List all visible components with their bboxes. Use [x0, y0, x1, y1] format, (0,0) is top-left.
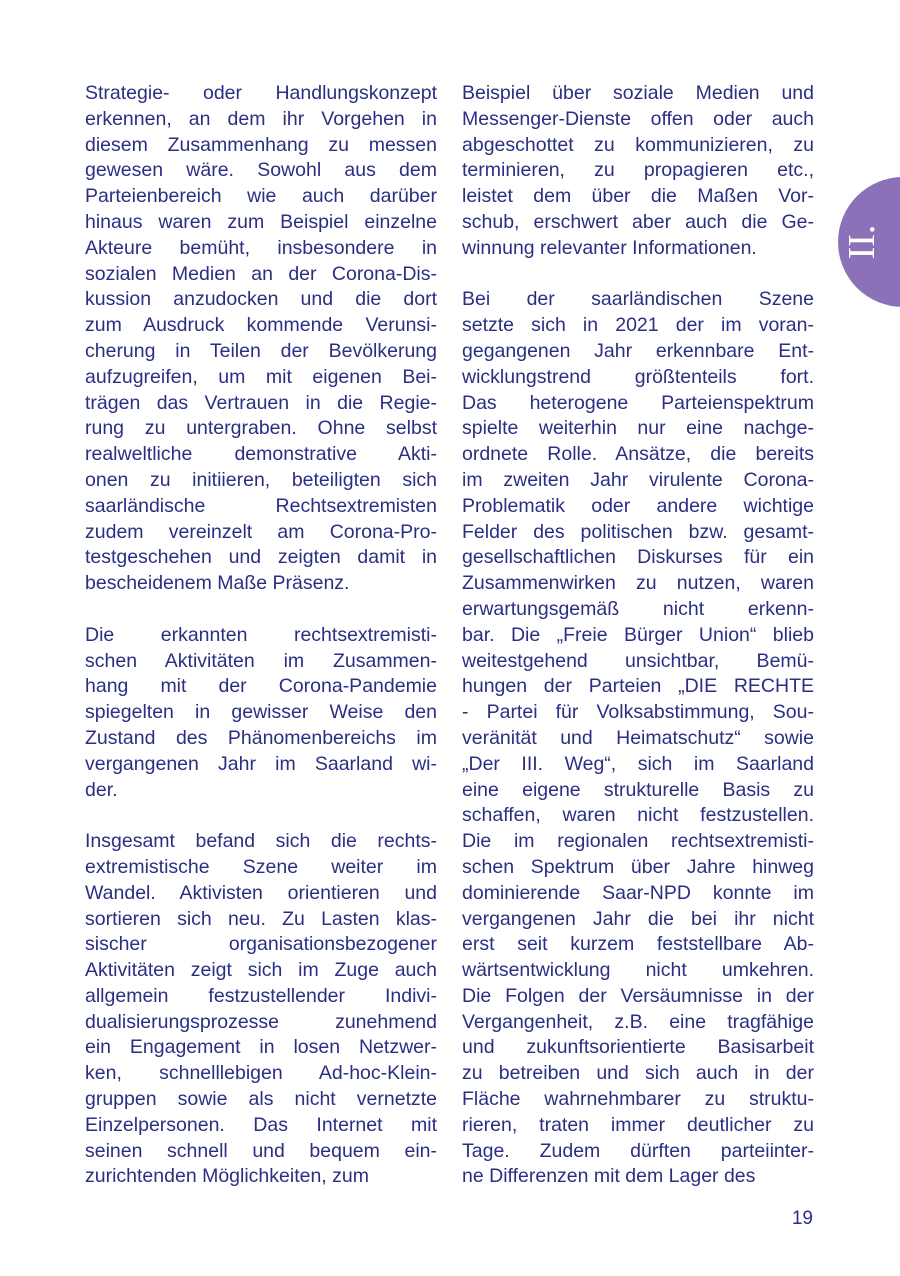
text-line: dualisierungsprozesse zunehmend	[85, 1010, 437, 1033]
text-line: der.	[85, 778, 118, 801]
text-line: erkennen, an dem ihr Vorgehen in	[85, 107, 437, 130]
text-line: seinen schnell und bequem ein-	[85, 1139, 437, 1162]
text-line: Messenger-Dienste offen oder auch	[462, 107, 814, 130]
text-line: Zusammenwirken zu nutzen, waren	[462, 572, 814, 595]
text-line: Fläche wahrnehmbarer zu struktu-	[462, 1088, 814, 1111]
text-line: Felder des politischen bzw. gesamt-	[462, 520, 814, 543]
text-line: Einzelpersonen. Das Internet mit	[85, 1113, 437, 1136]
text-line: gegangenen Jahr erkennbare Ent-	[462, 339, 814, 362]
text-line: veränität und Heimatschutz“ sowie	[462, 726, 814, 749]
text-line: bescheidenem Maße Präsenz.	[85, 572, 350, 595]
text-line: cherung in Teilen der Bevölkerung	[85, 339, 437, 362]
text-line: wicklungstrend größtenteils fort.	[462, 365, 814, 388]
text-line: Das heterogene Parteienspektrum	[462, 391, 814, 414]
text-line: onen zu initiieren, beteiligten sich	[85, 468, 437, 491]
text-line: trägen das Vertrauen in die Regie-	[85, 391, 437, 414]
text-line: diesem Zusammenhang zu messen	[85, 133, 437, 156]
text-line: Tage. Zudem dürften parteiinter-	[462, 1139, 814, 1162]
paragraph	[85, 829, 437, 1190]
text-line: zum Ausdruck kommende Verunsi-	[85, 314, 437, 337]
text-line: erst seit kurzem feststellbare Ab-	[462, 933, 814, 956]
text-line: eine eigene strukturelle Basis zu	[462, 778, 814, 801]
text-line: Die Folgen der Versäumnisse in der	[462, 984, 814, 1007]
text-line: spiegelten in gewisser Weise den	[85, 701, 437, 724]
text-line: und zukunftsorientierte Basisarbeit	[462, 1036, 814, 1059]
text-line: erwartungsgemäß nicht erkenn-	[462, 597, 814, 620]
text-line: wärtsentwicklung nicht umkehren.	[462, 959, 814, 982]
text-line: saarländische Rechtsextremisten	[85, 494, 437, 517]
text-line: vergangenen Jahr im Saarland wi-	[85, 752, 437, 775]
text-line: schen Aktivitäten im Zusammen-	[85, 649, 437, 672]
text-line: rung zu untergraben. Ohne selbst	[85, 417, 437, 440]
text-line: ken, schnelllebigen Ad-hoc-Klein-	[85, 1062, 437, 1085]
text-line: schen Spektrum über Jahre hinweg	[462, 855, 814, 878]
text-line: Vergangenheit, z.B. eine tragfähige	[462, 1010, 814, 1033]
text-line: realweltliche demonstrative Akti-	[85, 443, 437, 466]
text-line: Akteure bemüht, insbesondere in	[85, 236, 437, 259]
text-line: Die erkannten rechtsextremisti-	[85, 623, 437, 646]
text-line: aufzugreifen, um mit eigenen Bei-	[85, 365, 437, 388]
text-line: bar. Die „Freie Bürger Union“ blieb	[462, 623, 814, 646]
text-line: allgemein festzustellender Indivi-	[85, 984, 437, 1007]
text-line: testgeschehen und zeigten damit in	[85, 546, 437, 569]
paragraph	[462, 81, 814, 262]
text-line: extremistische Szene weiter im	[85, 855, 437, 878]
text-line: sortieren sich neu. Zu Lasten klas-	[85, 907, 437, 930]
paragraph	[462, 287, 814, 1190]
paragraph-gap	[85, 803, 437, 829]
text-line: im zweiten Jahr virulente Corona-	[462, 468, 814, 491]
text-line: schub, erschwert aber auch die Ge-	[462, 210, 814, 233]
paragraph	[85, 623, 437, 804]
text-line: setzte sich in 2021 der im voran-	[462, 314, 814, 337]
text-line: schaffen, waren nicht festzustellen.	[462, 804, 814, 827]
text-line: - Partei für Volksabstimmung, Sou-	[462, 701, 814, 724]
text-line: leistet dem über die Maßen Vor-	[462, 185, 814, 208]
text-line: Zustand des Phänomenbereichs im	[85, 726, 437, 749]
text-line: vergangenen Jahr die bei ihr nicht	[462, 907, 814, 930]
text-line: terminieren, zu propagieren etc.,	[462, 159, 814, 182]
text-line: ordnete Rolle. Ansätze, die bereits	[462, 443, 814, 466]
text-line: rieren, traten immer deutlicher zu	[462, 1113, 814, 1136]
right-column	[462, 81, 814, 1190]
text-line: ne Differenzen mit dem Lager des	[462, 1165, 756, 1188]
text-line: abgeschottet zu kommunizieren, zu	[462, 133, 814, 156]
text-line: sischer organisationsbezogener	[85, 933, 437, 956]
text-line: Bei der saarländischen Szene	[462, 288, 814, 311]
text-line: weitestgehend unsichtbar, Bemü-	[462, 649, 814, 672]
text-line: Wandel. Aktivisten orientieren und	[85, 881, 437, 904]
text-line: zudem vereinzelt am Corona-Pro-	[85, 520, 437, 543]
text-line: zu betreiben und sich auch in der	[462, 1062, 814, 1085]
text-line: ein Engagement in losen Netzwer-	[85, 1036, 437, 1059]
paragraph-gap	[462, 262, 814, 288]
text-line: gesellschaftlichen Diskurses für ein	[462, 546, 814, 569]
text-line: hungen der Parteien „DIE RECHTE	[462, 675, 814, 698]
chapter-label: II.	[841, 224, 883, 260]
text-line: kussion anzudocken und die dort	[85, 288, 437, 311]
text-line: Strategie- oder Handlungskonzept	[85, 82, 437, 104]
text-line: gruppen sowie als nicht vernetzte	[85, 1088, 437, 1111]
text-line: Problematik oder andere wichtige	[462, 494, 814, 517]
text-line: „Der III. Weg“, sich im Saarland	[462, 752, 814, 775]
page-number: 19	[791, 1208, 813, 1229]
text-line: dominierende Saar-NPD konnte im	[462, 881, 814, 904]
text-line: Aktivitäten zeigt sich im Zuge auch	[85, 959, 437, 982]
text-line: hang mit der Corona-Pandemie	[85, 675, 437, 698]
text-line: winnung relevanter Informationen.	[462, 236, 757, 259]
text-line: Insgesamt befand sich die rechts-	[85, 830, 437, 853]
text-line: spielte weiterhin nur eine nachge-	[462, 417, 814, 440]
paragraph	[85, 81, 437, 597]
text-line: Parteienbereich wie auch darüber	[85, 185, 437, 208]
text-line: sozialen Medien an der Corona-Dis-	[85, 262, 437, 285]
paragraph-gap	[85, 597, 437, 623]
text-line: hinaus waren zum Beispiel einzelne	[85, 210, 437, 233]
left-column	[85, 81, 437, 1190]
text-line: Die im regionalen rechtsextremisti-	[462, 830, 814, 853]
text-line: Beispiel über soziale Medien und	[462, 82, 814, 104]
text-line: gewesen wäre. Sowohl aus dem	[85, 159, 437, 182]
text-line: zurichtenden Möglichkeiten, zum	[85, 1165, 369, 1188]
